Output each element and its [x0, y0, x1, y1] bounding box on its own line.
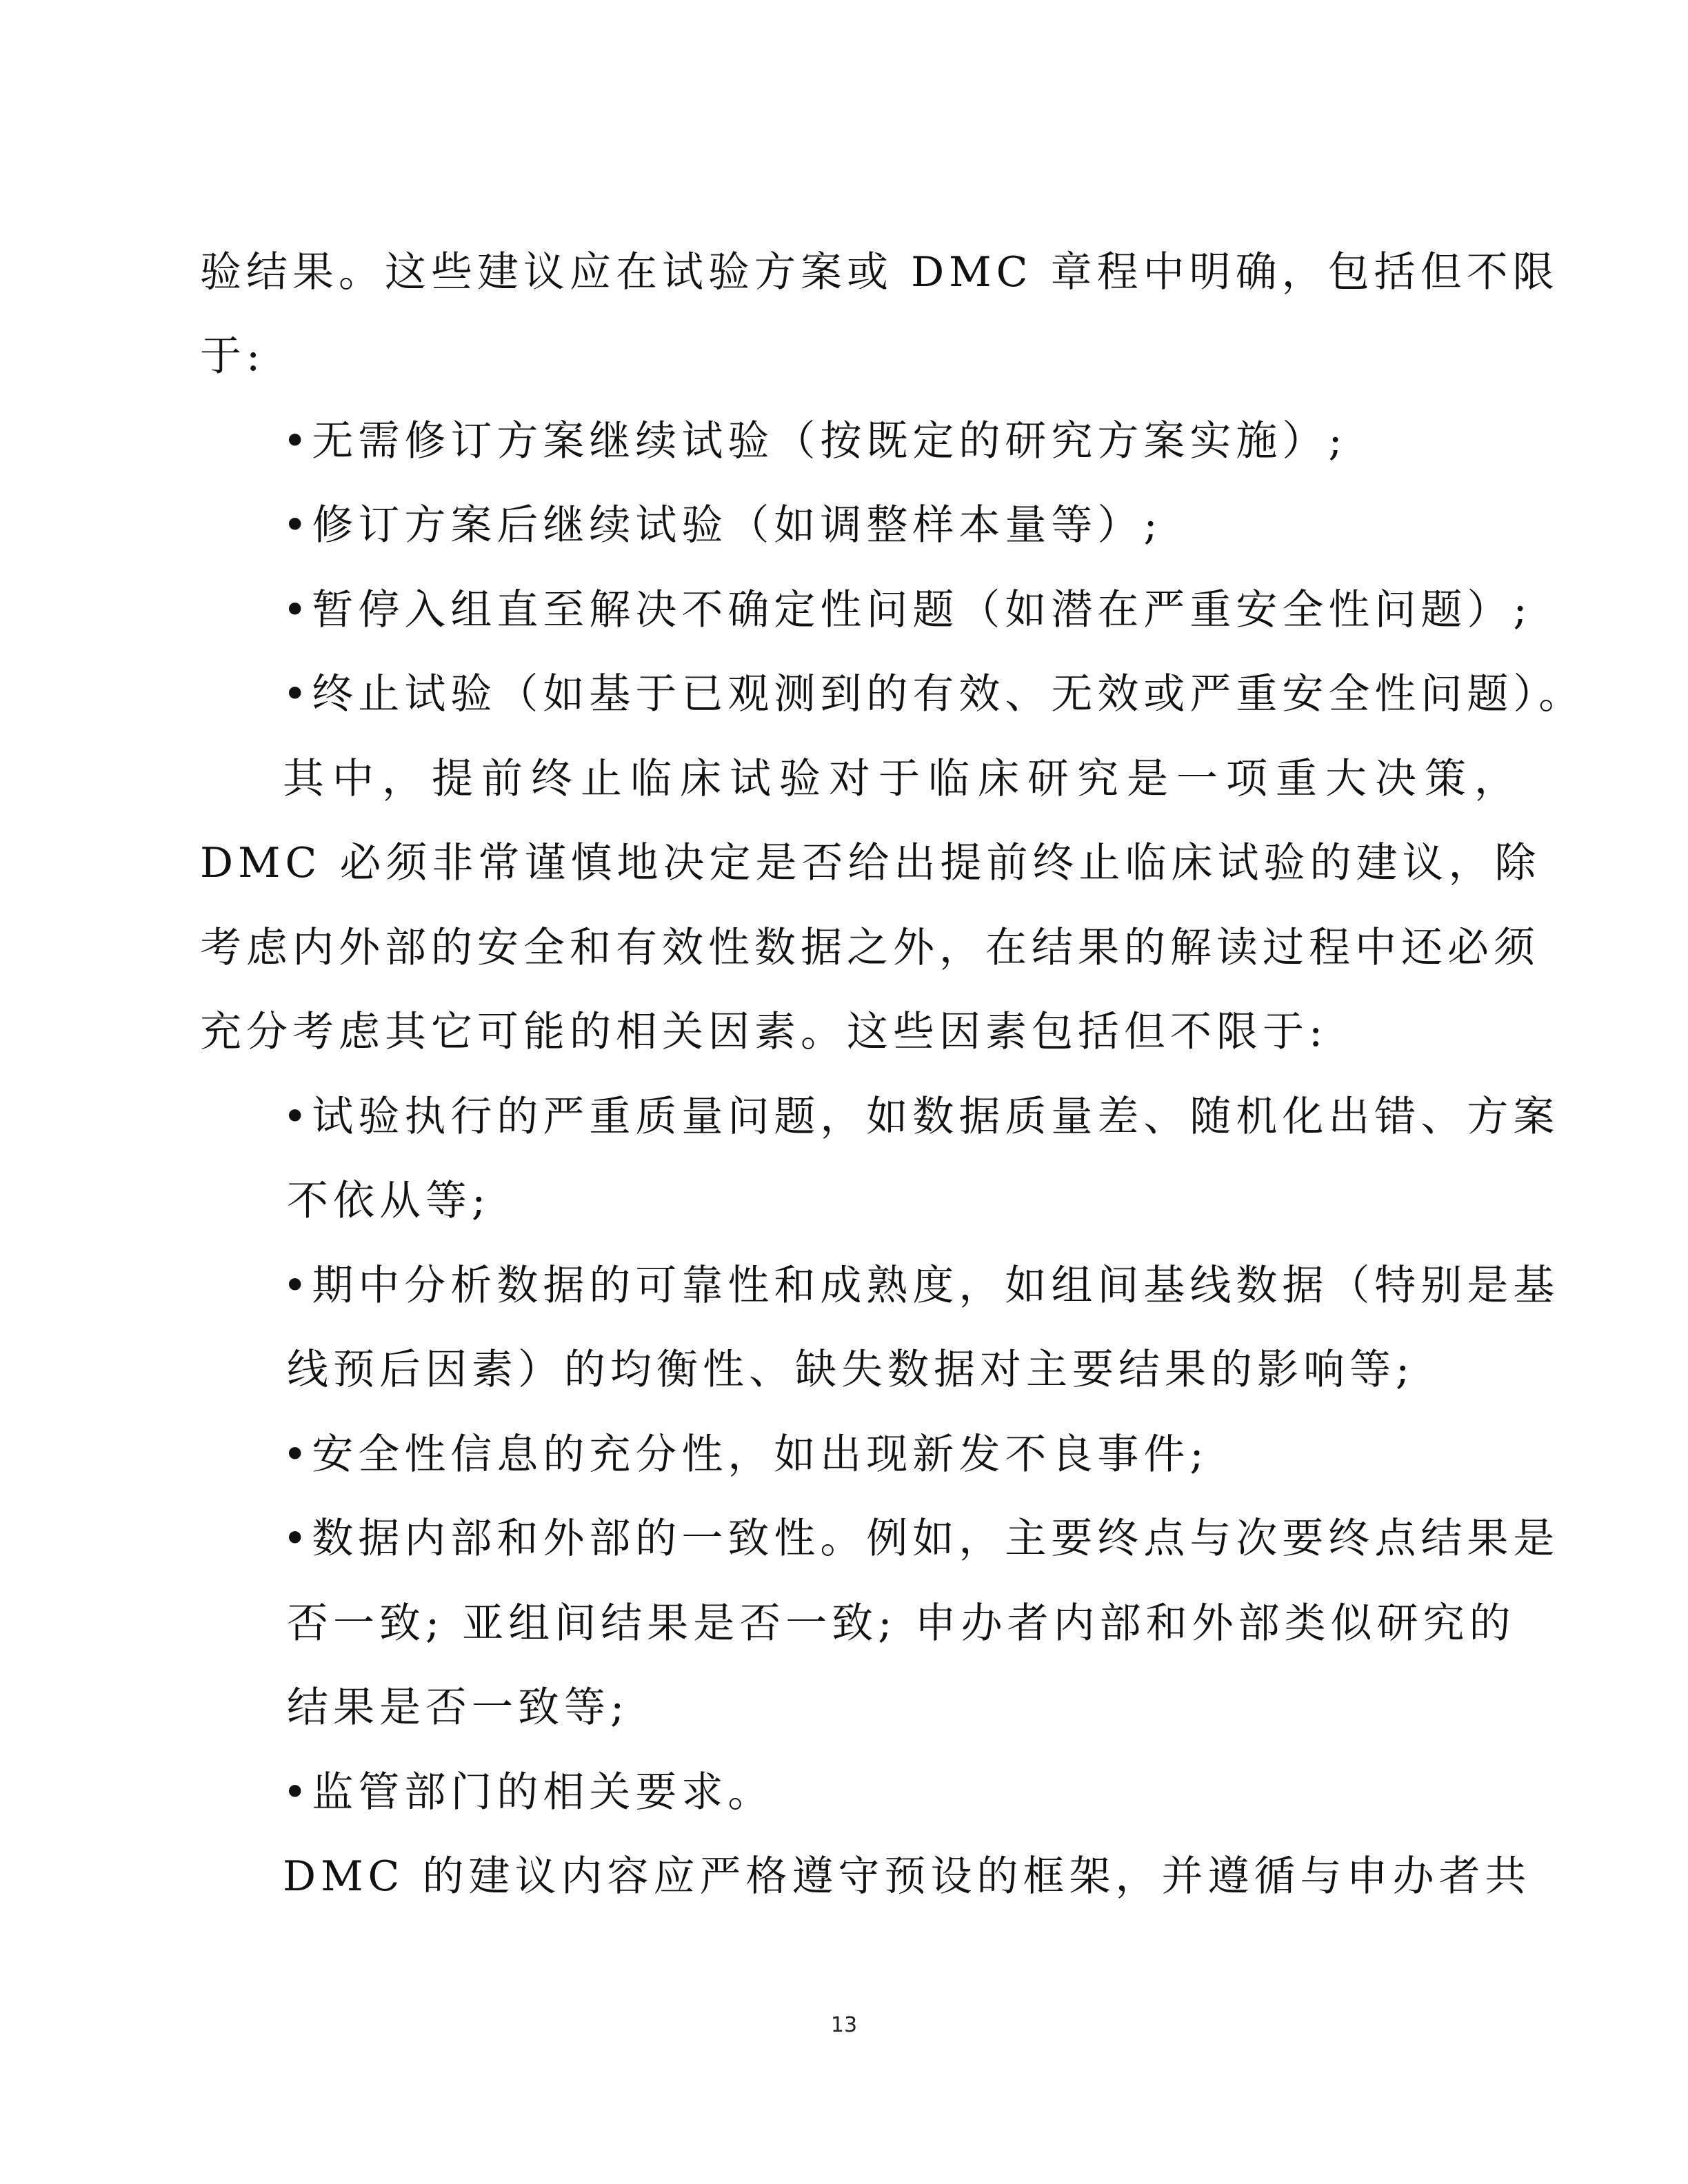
list-item: •数据内部和外部的一致性。例如，主要终点与次要终点结果是 [283, 1515, 1560, 1563]
paragraph-line: 其中，提前终止临床试验对于临床研究是一项重大决策， [283, 755, 1524, 803]
page-number: 13 [830, 2013, 858, 2037]
list-item: •期中分析数据的可靠性和成熟度，如组间基线数据（特别是基 [283, 1262, 1560, 1310]
list-item: •无需修订方案继续试验（按既定的研究方案实施）; [283, 417, 1347, 465]
list-item-continuation: 不依从等; [287, 1177, 491, 1225]
list-item: •修订方案后继续试验（如调整样本量等）; [283, 501, 1163, 549]
paragraph-line: 于: [200, 332, 265, 381]
paragraph-line: DMC 必须非常谨慎地决定是否给出提前终止临床试验的建议，除 [200, 839, 1541, 887]
list-item: •暂停入组直至解决不确定性问题（如潜在严重安全性问题）; [283, 586, 1532, 634]
list-item-continuation: 线预后因素）的均衡性、缺失数据对主要结果的影响等; [287, 1346, 1415, 1394]
list-item-continuation: 结果是否一致等; [287, 1684, 630, 1732]
list-item: •监管部门的相关要求。 [283, 1768, 774, 1817]
list-item: •安全性信息的充分性，如出现新发不良事件; [283, 1430, 1209, 1479]
list-item-continuation: 否一致; 亚组间结果是否一致; 申办者内部和外部类似研究的 [287, 1599, 1516, 1648]
paragraph-line: 考虑内外部的安全和有效性数据之外，在结果的解读过程中还必须 [200, 924, 1540, 972]
paragraph-line: 验结果。这些建议应在试验方案或 DMC 章程中明确，包括但不限 [200, 248, 1559, 296]
paragraph-line: 充分考虑其它可能的相关因素。这些因素包括但不限于: [200, 1008, 1328, 1056]
paragraph-line: DMC 的建议内容应严格遵守预设的框架，并遵循与申办者共 [283, 1852, 1531, 1901]
list-item: •试验执行的严重质量问题，如数据质量差、随机化出错、方案 [283, 1093, 1560, 1141]
list-item: •终止试验（如基于已观测到的有效、无效或严重安全性问题）。 [283, 670, 1585, 718]
